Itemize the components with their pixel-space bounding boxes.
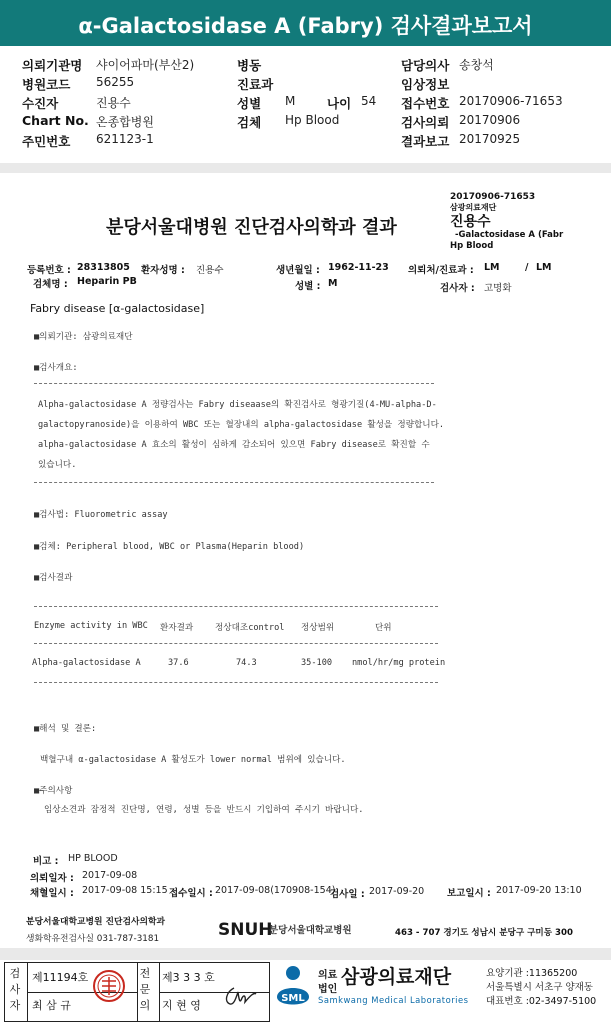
specialist-name: 지 현 영	[162, 999, 201, 1012]
interpretation-text: 백혈구내 α-galactosidase A 활성도가 lower normal 범위에 있습니다.	[40, 755, 346, 765]
table-cell-control: 74.3	[236, 658, 257, 668]
info-value-receipt-no: 20170906-71653	[459, 94, 563, 108]
meta-patient-label: 환자성명 :	[141, 265, 185, 276]
meta-tester-label: 검사자 :	[440, 283, 475, 294]
divider-line	[34, 482, 434, 483]
snuh-logo-sub: 분당서울대학교병원	[269, 925, 352, 936]
table-cell-unit: nmol/hr/mg protein	[352, 658, 446, 668]
table-header-range: 정상범위	[301, 623, 335, 633]
info-value-specimen: Hp Blood	[285, 113, 340, 127]
specialist-license: 제3 3 3 호	[162, 971, 215, 984]
table-header-control: 정상대조control	[215, 623, 285, 633]
corner-receipt-no: 20170906-71653	[450, 192, 536, 202]
snuh-logo: SNUH	[218, 920, 273, 940]
info-value-patient: 진용수	[96, 96, 131, 110]
meta-ward-sep: /	[525, 262, 529, 273]
meta-tester-value: 고명화	[484, 283, 512, 294]
info-label-ward: 병동	[237, 58, 262, 73]
org-address: 서울특별시 서초구 양재동	[486, 982, 593, 993]
collect-label: 채혈일시 :	[30, 888, 74, 899]
test-date-label: 검사일 :	[330, 889, 365, 900]
divider-line	[34, 682, 438, 683]
org-prefix-2: 법인	[318, 984, 338, 995]
overview-line-4: 있습니다.	[38, 460, 77, 470]
overview-line-1: Alpha-galactosidase A 정량검사는 Fabry diseaase의 확진검사로 형광기질(4-MU-alpha-D-	[38, 400, 437, 410]
request-date-label: 의뢰일자 :	[30, 873, 74, 884]
info-value-age: 54	[361, 94, 377, 108]
report-time-label: 보고일시 :	[447, 888, 491, 899]
info-label-doctor: 담당의사	[401, 58, 450, 73]
info-label-request-date: 검사의뢰	[401, 115, 450, 130]
meta-dob-label: 생년월일 :	[276, 265, 320, 276]
info-label-specimen: 검체	[237, 115, 262, 130]
divider-line	[34, 383, 434, 384]
info-value-resident-no: 621123-1	[96, 132, 154, 146]
report-time-value: 2017-09-20 13:10	[496, 885, 582, 896]
info-label-patient: 수진자	[22, 96, 59, 111]
meta-dob-value: 1962-11-23	[328, 262, 389, 273]
specimen-line: ■검체: Peripheral blood, WBC or Plasma(Heparin blood)	[34, 542, 305, 552]
info-label-hospital-code: 병원코드	[22, 77, 71, 92]
tester-name: 최 삼 규	[32, 999, 71, 1012]
section-divider	[0, 163, 611, 173]
table-cell-enzyme: Alpha-galactosidase A	[32, 658, 141, 668]
method-line: ■검사법: Fluorometric assay	[34, 510, 168, 520]
info-label-age: 나이	[327, 96, 352, 111]
tester-license: 제11194호	[32, 971, 89, 984]
info-value-sex: M	[285, 94, 296, 108]
meta-specimen-value: Heparin PB	[77, 276, 137, 287]
corner-patient-name: 진용수	[450, 214, 491, 230]
info-label-report-date: 결과보고	[401, 134, 450, 149]
corner-specimen: Hp Blood	[450, 241, 494, 251]
test-name: Fabry disease [α-galactosidase]	[30, 302, 205, 315]
meta-sex-label: 성별 :	[295, 281, 321, 292]
info-label-clinical-info: 임상정보	[401, 77, 450, 92]
info-label-chart-no: Chart No.	[22, 113, 89, 128]
table-header-enzyme: Enzyme activity in WBC	[34, 621, 148, 631]
org-prefix-1: 의료	[318, 970, 338, 981]
info-value-request-date: 20170906	[459, 113, 521, 127]
meta-ward-value1: LM	[484, 262, 500, 273]
test-date-value: 2017-09-20	[369, 886, 425, 897]
document-title: 분당서울대병원 진단검사의학과 결과	[106, 217, 397, 238]
footer-lab-phone: 생화학유전검사실 031-787-3181	[26, 934, 160, 944]
institution-line: ■의뢰기관: 삼광의료재단	[34, 332, 133, 342]
info-value-institution: 샤이어파마(부산2)	[96, 58, 195, 72]
divider-line	[34, 643, 438, 644]
collect-value: 2017-09-08 15:15	[82, 885, 168, 896]
info-value-chart-no: 온종합병원	[96, 115, 154, 129]
overview-line-2: galactopyranoside)을 이용하여 WBC 또는 혈장내의 alpha-galactosidase 활성을 정량합니다.	[38, 420, 445, 430]
tester-vertical-label: 검사자	[9, 967, 21, 1012]
meta-ward-label: 의뢰처/진료과 :	[408, 265, 474, 276]
footer-dept: 분당서울대학교병원 진단검사의학과	[26, 917, 166, 927]
table-header-patient: 환자결과	[160, 623, 194, 633]
sml-logo-text: SML	[281, 993, 305, 1004]
table-cell-range: 35-100	[301, 658, 333, 668]
remark-label: 비고 :	[33, 856, 59, 867]
info-value-hospital-code: 56255	[96, 75, 135, 89]
info-value-doctor: 송창석	[459, 58, 494, 72]
meta-reg-label: 등록번호 :	[27, 265, 71, 276]
org-name: 삼광의료재단	[341, 966, 452, 988]
table-cell-patient: 37.6	[168, 658, 189, 668]
divider-line	[34, 606, 438, 607]
specialist-vertical-label: 전문의	[139, 967, 151, 1012]
meta-patient-value: 진용수	[196, 265, 224, 276]
info-label-department: 진료과	[237, 77, 274, 92]
info-label-sex: 성별	[237, 96, 262, 111]
request-date-value: 2017-09-08	[82, 870, 138, 881]
result-heading: ■검사결과	[34, 573, 73, 583]
meta-specimen-label: 검체명 :	[33, 279, 68, 290]
meta-reg-value: 28313805	[77, 262, 130, 273]
org-phone: 대표번호 :02-3497-5100	[486, 996, 597, 1007]
meta-sex-value: M	[328, 278, 338, 289]
info-value-report-date: 20170925	[459, 132, 521, 146]
hospital-address: 463 - 707 경기도 성남시 분당구 구미동 300	[395, 928, 573, 938]
interpretation-heading: ■해석 및 결론:	[34, 724, 97, 734]
info-label-institution: 의뢰기관명	[22, 58, 83, 73]
receipt-label: 접수일시 :	[169, 888, 213, 899]
info-label-receipt-no: 접수번호	[401, 96, 450, 111]
remark-value: HP BLOOD	[68, 853, 118, 864]
caution-heading: ■주의사항	[34, 786, 73, 796]
tester-seal-stamp	[92, 969, 126, 1003]
section-divider	[0, 948, 611, 960]
corner-test: -Galactosidase A (Fabr	[455, 230, 564, 240]
care-code: 요양기관 :11365200	[486, 968, 578, 979]
report-title: α-Galactosidase A (Fabry) 검사결과보고서	[78, 14, 533, 38]
org-english-name: Samkwang Medical Laboratories	[318, 995, 469, 1005]
corner-org: 삼광의료재단	[450, 203, 497, 212]
overview-heading: ■검사개요:	[34, 363, 78, 373]
table-header-unit: 단위	[375, 623, 392, 633]
sml-logo-icon	[273, 963, 313, 1009]
caution-text: 임상소견과 잠정적 진단명, 연령, 성별 등을 반드시 기입하여 주시기 바랍니다.	[44, 805, 364, 815]
receipt-value: 2017-09-08(170908-154)	[215, 885, 336, 896]
specialist-signature	[222, 982, 258, 1010]
meta-ward-value2: LM	[536, 262, 552, 273]
info-label-resident-no: 주민번호	[22, 134, 71, 149]
overview-line-3: alpha-galactosidase A 효소의 활성이 심하게 감소되어 있으면 Fabry disease로 확진할 수	[38, 440, 430, 450]
